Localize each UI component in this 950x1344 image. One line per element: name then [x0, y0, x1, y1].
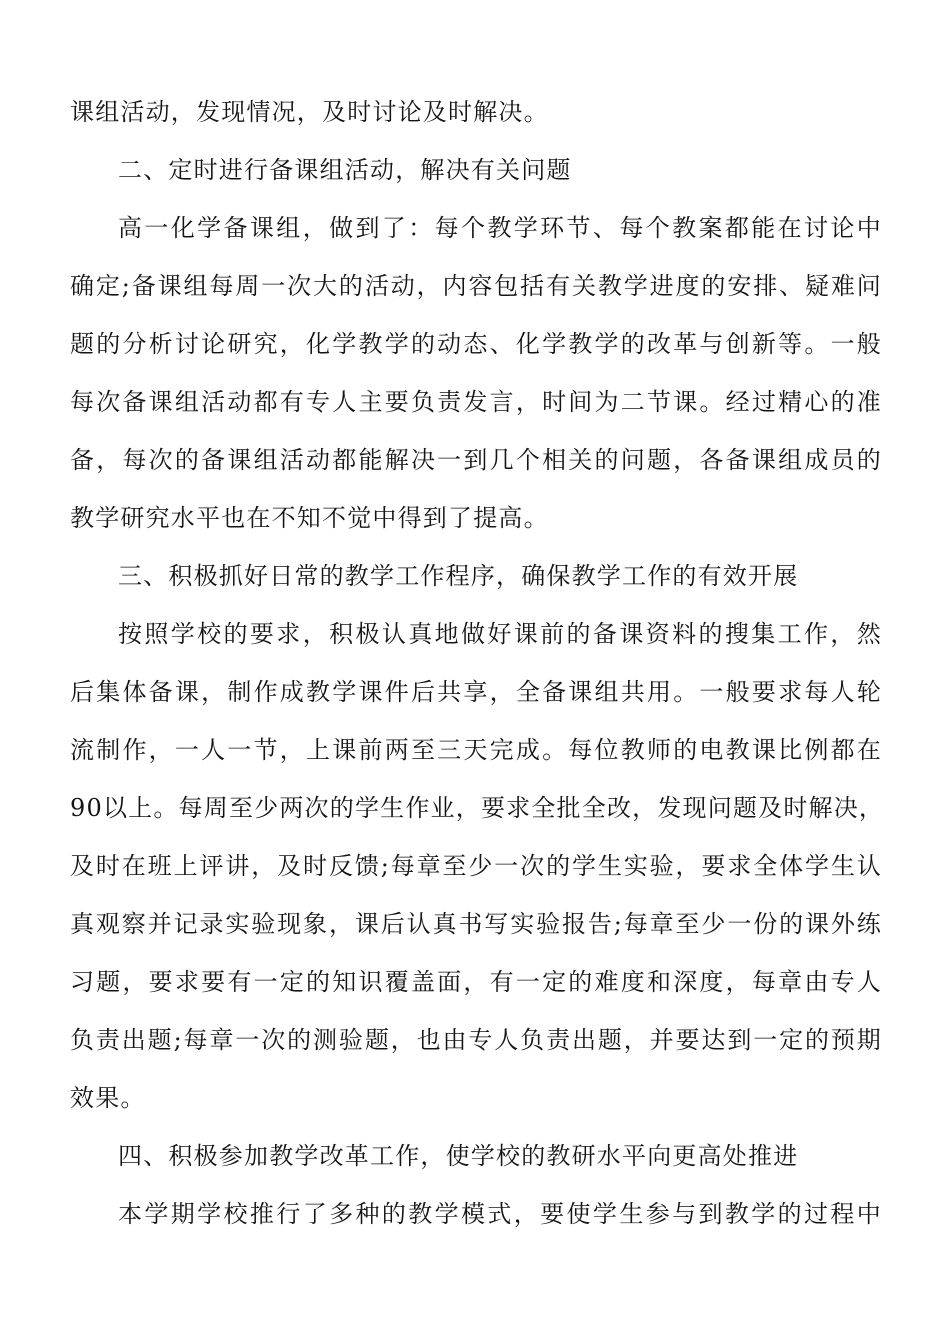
paragraph-line: 习题，要求要有一定的知识覆盖面，有一定的难度和深度，每章由专人 — [70, 968, 882, 996]
paragraph-line: 教学研究水平也在不知不觉中得到了提高。 — [70, 504, 549, 532]
paragraph-line: 每次备课组活动都有专人主要负责发言，时间为二节课。经过精心的准 — [70, 388, 882, 416]
section-heading-2: 二、定时进行备课组活动，解决有关问题 — [118, 156, 572, 184]
paragraph-line: 效果。 — [70, 1084, 146, 1112]
paragraph-line: 后集体备课，制作成教学课件后共享，全备课组共用。一般要求每人轮 — [70, 678, 882, 706]
paragraph-line: 高一化学备课组，做到了：每个教学环节、每个教案都能在讨论中 — [118, 214, 882, 242]
paragraph-line: 题的分析讨论研究，化学教学的动态、化学教学的改革与创新等。一般 — [70, 330, 882, 358]
paragraph-line: 及时在班上评讲，及时反馈;每章至少一次的学生实验，要求全体学生认 — [70, 852, 882, 880]
paragraph-line: 本学期学校推行了多种的教学模式，要使学生参与到教学的过程中 — [118, 1200, 882, 1228]
paragraph-line: 备，每次的备课组活动都能解决一到几个相关的问题，各备课组成员的 — [70, 446, 882, 474]
paragraph-line: 负责出题;每章一次的测验题，也由专人负责出题，并要达到一定的预期 — [70, 1026, 882, 1054]
paragraph-line: 流制作，一人一节，上课前两至三天完成。每位教师的电教课比例都在 — [70, 736, 882, 764]
paragraph-line: 确定;备课组每周一次大的活动，内容包括有关教学进度的安排、疑难问 — [70, 272, 882, 300]
paragraph-line: 90以上。每周至少两次的学生作业，要求全批全改，发现问题及时解决， — [70, 794, 885, 822]
paragraph-line: 课组活动，发现情况，及时讨论及时解决。 — [70, 98, 549, 126]
paragraph-line: 真观察并记录实验现象，课后认真书写实验报告;每章至少一份的课外练 — [70, 910, 882, 938]
paragraph-line: 按照学校的要求，积极认真地做好课前的备课资料的搜集工作，然 — [118, 620, 882, 648]
section-heading-4: 四、积极参加教学改革工作，使学校的教研水平向更高处推进 — [118, 1142, 799, 1170]
section-heading-3: 三、积极抓好日常的教学工作程序，确保教学工作的有效开展 — [118, 562, 799, 590]
